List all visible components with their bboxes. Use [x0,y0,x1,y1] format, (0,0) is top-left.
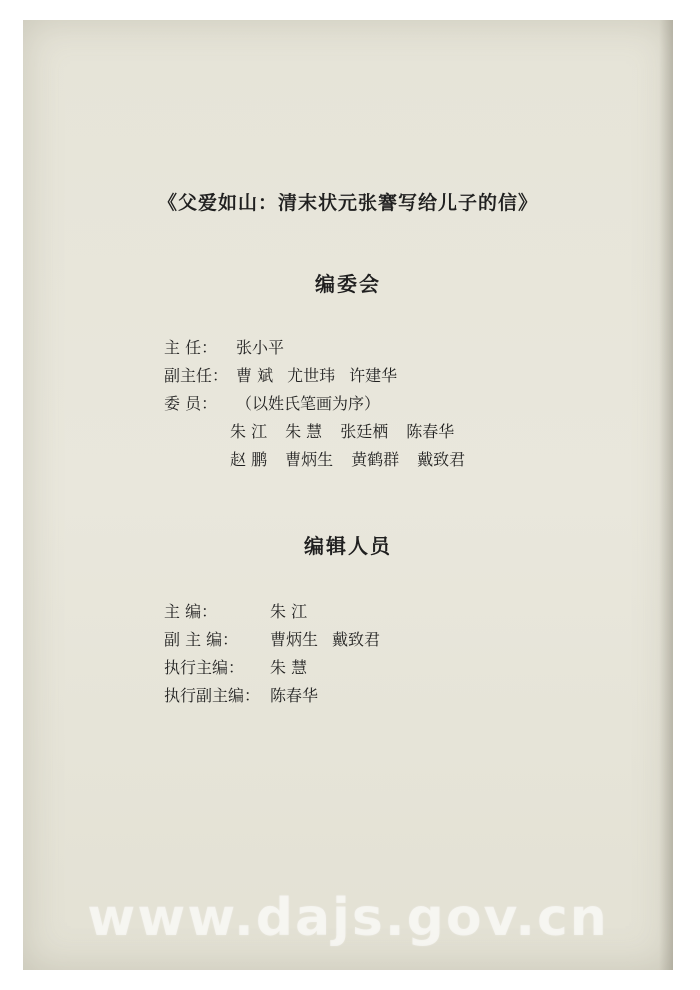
deputy-editor-name: 曹炳生 [270,630,319,649]
member-name: 朱 慧 [285,422,323,441]
committee-members-row [164,394,380,414]
exec-editor-name: 朱 慧 [270,658,308,677]
chief-editor-name: 朱 江 [270,602,308,621]
document-page [23,20,673,970]
deputy-editor-label: 副 主 编： [164,630,239,649]
member-name: 曹炳生 [285,450,334,469]
director-label: 主 任： [164,338,218,357]
exec-deputy-editor-name: 陈春华 [270,686,319,705]
editors-exec-row [164,658,307,678]
committee-heading: 编委会 [315,272,381,296]
member-name: 朱 江 [230,422,268,441]
member-name: 张廷栖 [340,422,389,441]
book-title: 《父爱如山：清末状元张謇写给儿子的信》 [157,192,538,214]
site-watermark: www.dajs.gov.cn [87,888,609,948]
deputy-name: 许建华 [349,366,398,385]
deputy-name: 尤世玮 [287,366,336,385]
members-list-row-2 [230,450,465,470]
members-list-row-1 [230,422,454,442]
exec-editor-label: 执行主编： [164,658,245,677]
deputy-name: 曹 斌 [236,366,274,385]
editors-deputy-row [164,630,380,650]
director-name: 张小平 [236,338,285,357]
deputy-label: 副主任： [164,366,229,385]
committee-director-row [164,338,284,358]
members-label: 委 员： [164,394,218,413]
exec-deputy-editor-label: 执行副主编： [164,686,261,705]
editors-heading: 编辑人员 [304,534,392,558]
members-note: （以姓氏笔画为序） [236,394,381,413]
deputy-editor-name: 戴致君 [332,630,381,649]
committee-deputy-row [164,366,397,386]
member-name: 戴致君 [417,450,466,469]
editors-exec-deputy-row [164,686,318,706]
member-name: 赵 鹏 [230,450,268,469]
member-name: 黄鹤群 [351,450,400,469]
member-name: 陈春华 [406,422,455,441]
chief-editor-label: 主 编： [164,602,218,621]
editors-chief-row [164,602,307,622]
